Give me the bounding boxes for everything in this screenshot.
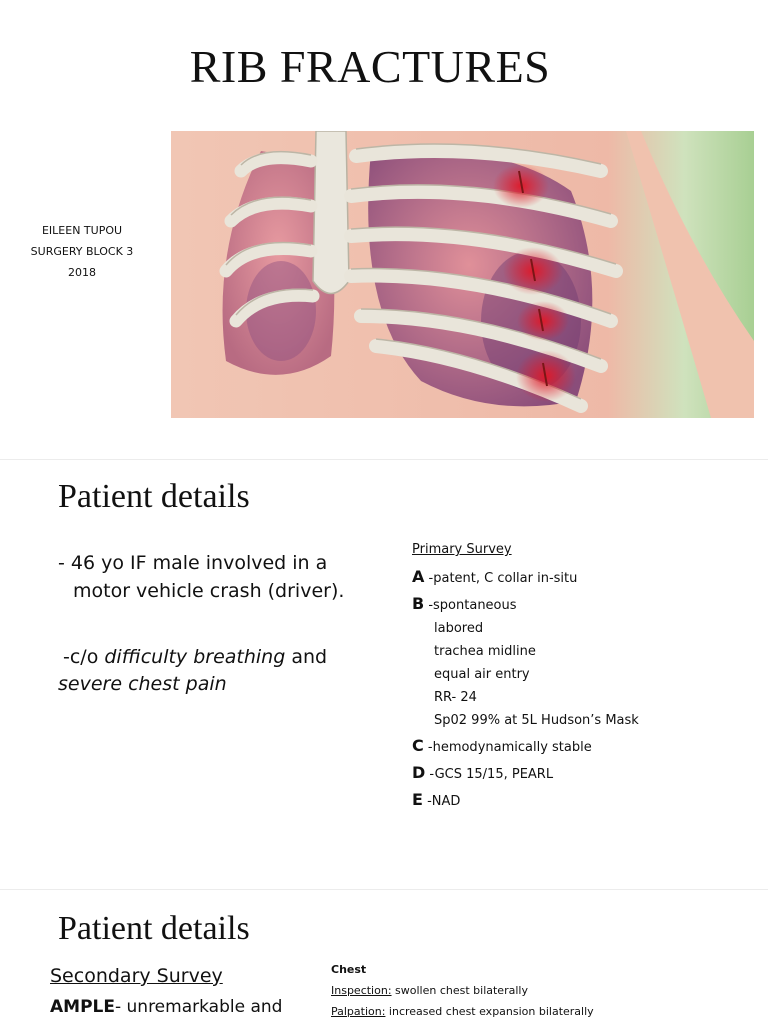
author-block xyxy=(20,220,144,283)
primary-survey xyxy=(412,542,639,813)
survey-b: B -spontaneous xyxy=(412,594,517,613)
author-name: EILEEN TUPOU xyxy=(41,224,123,237)
survey-b-sub: RR- 24 xyxy=(434,690,477,705)
inspection-line: Inspection: swollen chest bilaterally xyxy=(331,984,528,997)
ample-line: AMPLE- unremarkable and xyxy=(50,997,283,1017)
rib-cage-illustration xyxy=(171,131,754,418)
slide-title: Patient details xyxy=(58,478,250,515)
title-slide xyxy=(0,0,768,460)
patient-details-slide xyxy=(0,460,768,890)
survey-d: D -GCS 15/15, PEARL xyxy=(412,763,554,782)
palpation-line: Palpation: increased chest expansion bilaterally xyxy=(331,1005,594,1018)
complaint-line-2: severe chest pain xyxy=(58,673,227,695)
slide-title: RIB FRACTURES xyxy=(189,41,551,92)
survey-b-sub: equal air entry xyxy=(434,667,530,682)
secondary-survey-heading: Secondary Survey xyxy=(50,965,223,987)
chest-heading: Chest xyxy=(331,963,367,976)
complaint-line-1: -c/o difficulty breathing and xyxy=(63,646,328,668)
primary-survey-heading: Primary Survey xyxy=(412,542,512,557)
survey-b-sub: trachea midline xyxy=(434,644,536,659)
chest-exam xyxy=(331,959,594,1022)
survey-e: E -NAD xyxy=(412,790,461,809)
survey-a: A -patent, C collar in-situ xyxy=(412,567,578,586)
course-name: SURGERY BLOCK 3 xyxy=(30,245,134,258)
survey-b-sub: labored xyxy=(434,621,484,636)
history-text xyxy=(58,549,344,605)
complaint-text xyxy=(58,644,327,698)
history-line-2: motor vehicle crash (driver). xyxy=(73,580,345,602)
patient-details-slide-2 xyxy=(0,890,768,1024)
year: 2018 xyxy=(68,266,96,279)
history-line-1: - 46 yo IF male involved in a xyxy=(58,552,328,574)
survey-c: C -hemodynamically stable xyxy=(412,736,592,755)
slide-title: Patient details xyxy=(58,910,250,947)
survey-b-sub: Sp02 99% at 5L Hudson’s Mask xyxy=(434,713,639,728)
